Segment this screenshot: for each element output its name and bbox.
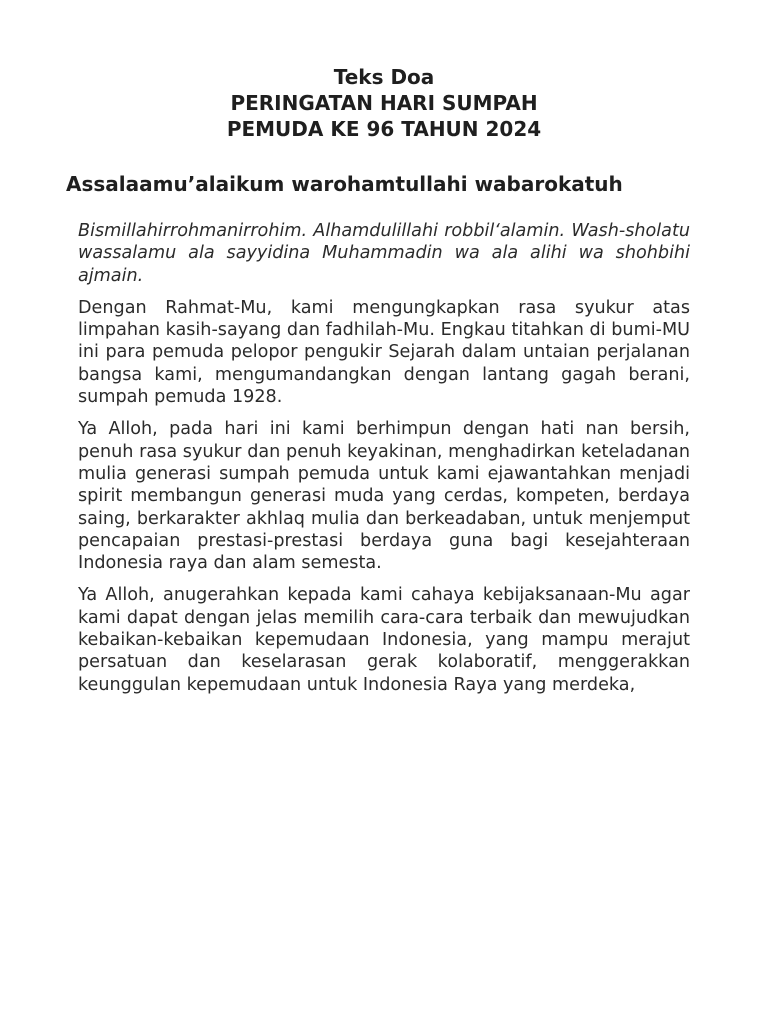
paragraph-rahmat: Dengan Rahmat-Mu, kami mengungkapkan rasa syukur atas limpahan kasih-sayang dan fadhilah-Mu. Engkau titahkan di bumi-MU ini para pemuda pelopor pengukir Sejarah dalam untaian perjalanan bangsa kami, mengumandangkan dengan lantang gagah berani, sumpah pemuda 1928. xyxy=(78,297,690,408)
title-line-pemuda: PEMUDA KE 96 TAHUN 2024 xyxy=(226,117,542,141)
prayer-body xyxy=(78,220,690,706)
paragraph-opening: Bismillahirrohmanirrohim. Alhamdulillahi robbil‘alamin. Wash-sholatu wassalamu ala sayyidina Muhammadin wa ala alihi wa shohbihi ajmain. xyxy=(78,221,690,286)
title-line-peringatan: PERINGATAN HARI SUMPAH xyxy=(230,91,538,115)
title-line-teks-doa: Teks Doa xyxy=(333,65,435,89)
greeting-heading: Assalaamu’alaikum warohamtullahi wabarokatuh xyxy=(66,172,623,196)
paragraph-anugerah: Ya Alloh, anugerahkan kepada kami cahaya kebijaksanaan-Mu agar kami dapat dengan jelas memilih cara-cara terbaik dan mewujudkan kebaikan-kebaikan kepemudaan Indonesia, yang mampu merajut persatuan dan keselarasan gerak kolaboratif, menggerakkan keunggulan kepemudaan untuk Indonesia Raya yang merdeka, xyxy=(78,585,690,695)
document-title xyxy=(0,64,768,142)
paragraph-berhimpun: Ya Alloh, pada hari ini kami berhimpun dengan hati nan bersih, penuh rasa syukur dan penuh keyakinan, menghadirkan keteladanan mulia generasi sumpah pemuda untuk kami ejawantahkan menjadi spirit membangun generasi muda yang cerdas, kompeten, berdaya saing, berkarakter akhlaq mulia dan berkeadaban, untuk menjemput pencapaian prestasi-prestasi berdaya guna bagi kesejahteraan Indonesia raya dan alam semesta. xyxy=(78,419,690,574)
